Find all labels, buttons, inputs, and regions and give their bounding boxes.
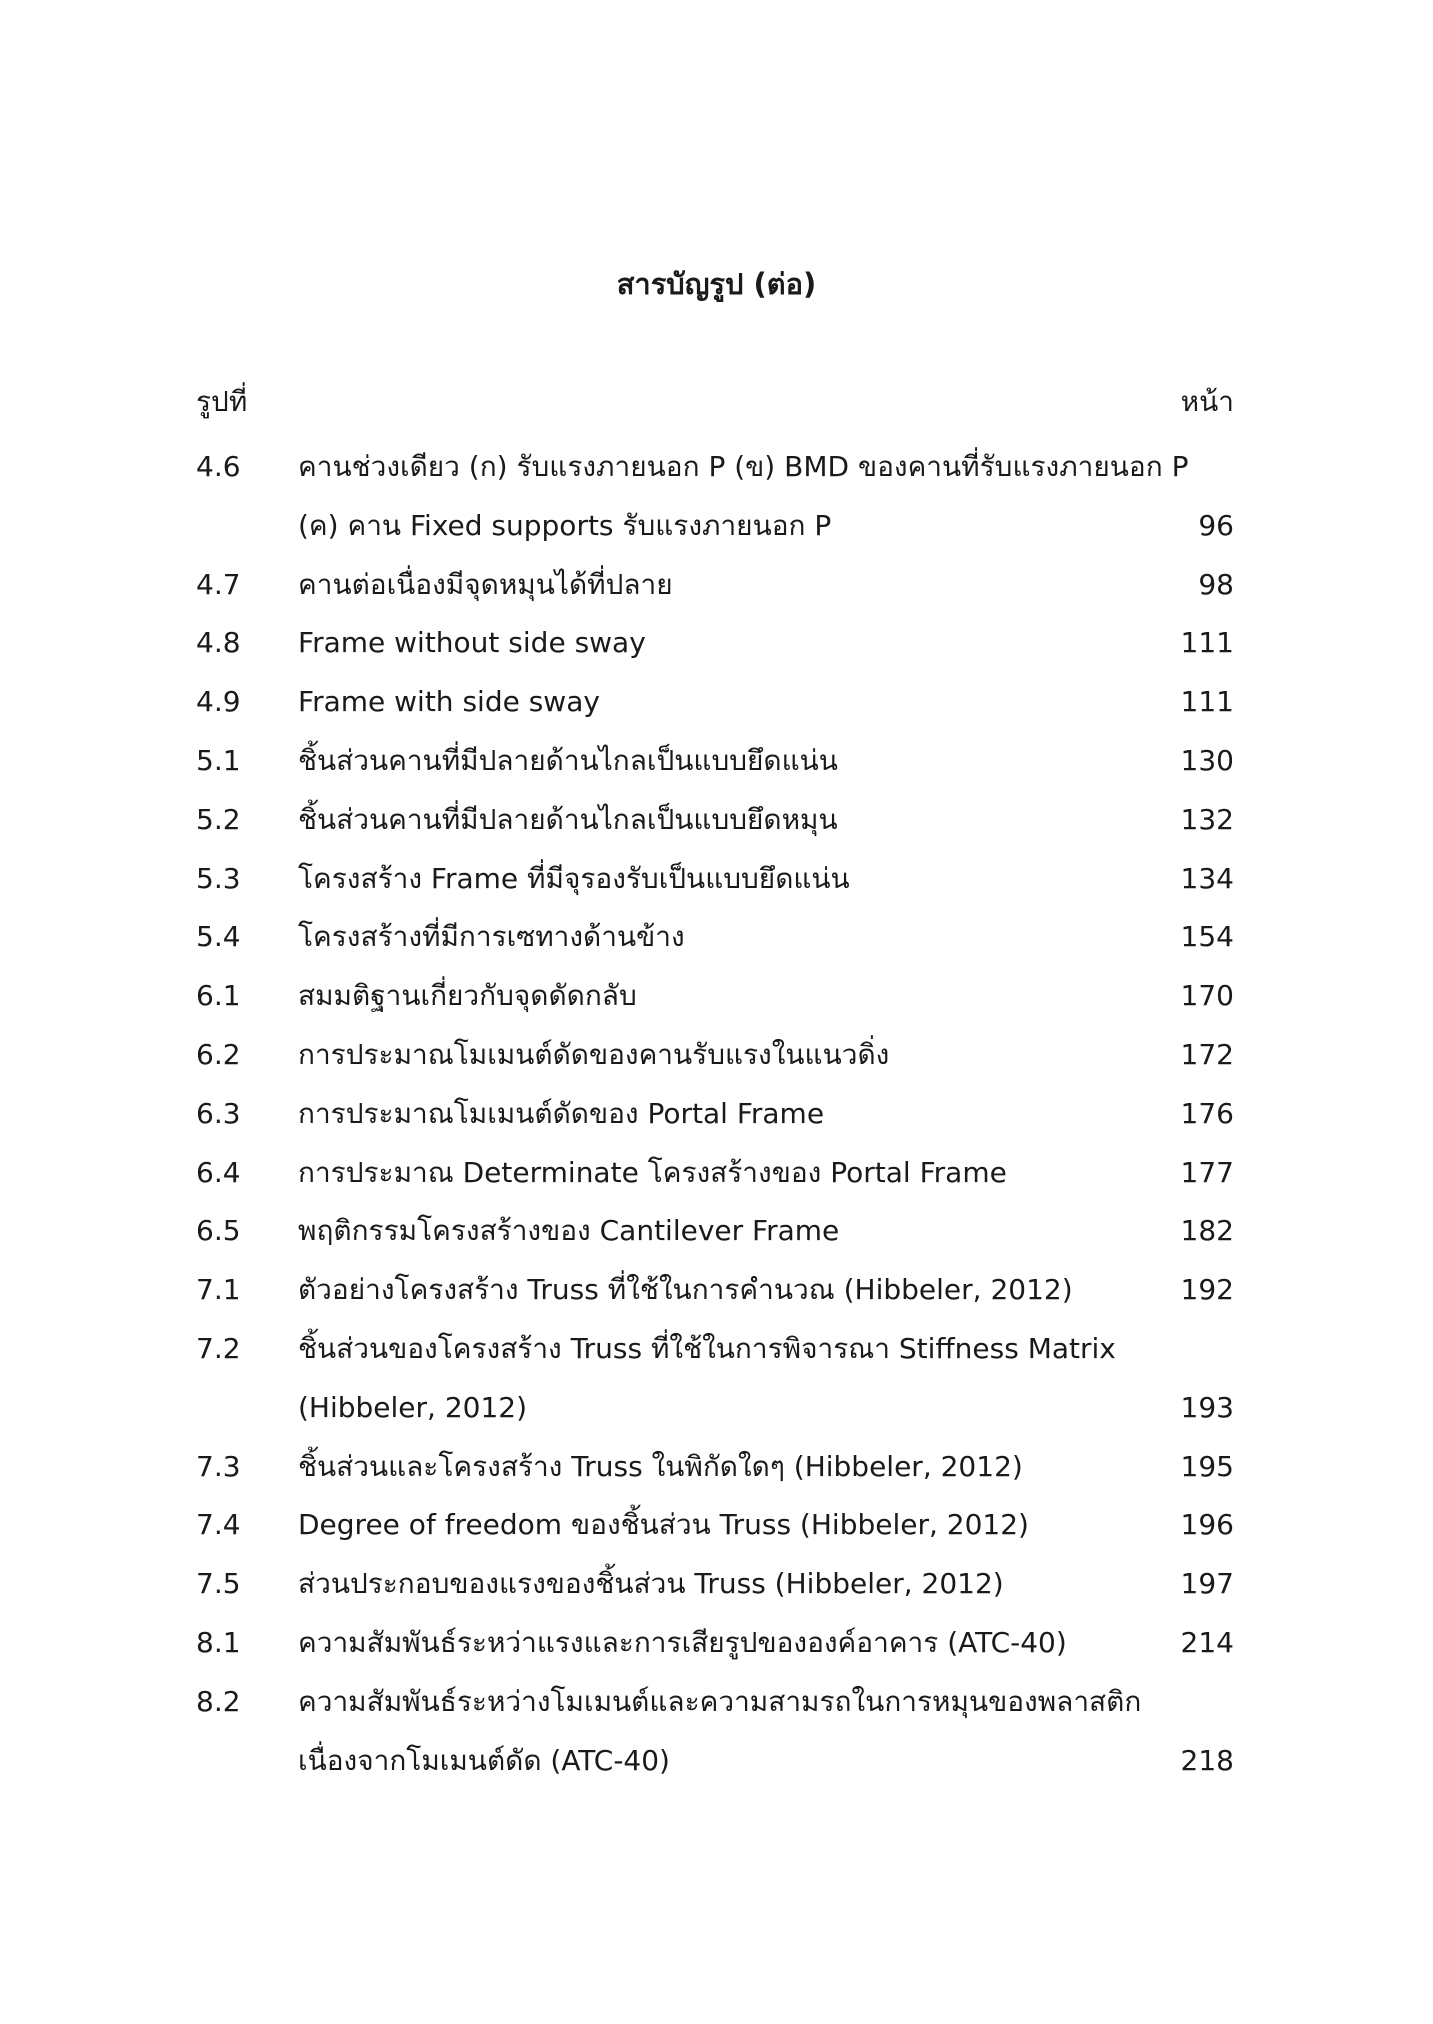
figure-number: 5.4 (196, 920, 241, 954)
page-number: 177 (1180, 1155, 1234, 1189)
figure-caption: โครงสร้างที่มีการเซทางด้านข้าง (298, 920, 685, 954)
list-item-line (196, 1614, 1234, 1673)
figure-caption: (ค) คาน Fixed supports รับแรงภายนอก P (298, 508, 832, 542)
list-item-line (196, 556, 1234, 615)
figure-caption: Frame without side sway (298, 626, 646, 660)
list-item (196, 1085, 1234, 1144)
figure-number: 6.2 (196, 1037, 241, 1071)
list-item (196, 556, 1234, 615)
list-item (196, 1438, 1234, 1497)
list-item (196, 614, 1234, 673)
list-item-line (196, 791, 1234, 850)
figure-caption: ส่วนประกอบของแรงของชิ้นส่วน Truss (Hibbeler, 2012) (298, 1567, 1004, 1601)
list-item-line (196, 908, 1234, 967)
list-item-line (196, 673, 1234, 732)
page-number: 176 (1180, 1096, 1234, 1130)
list-item (196, 1144, 1234, 1203)
list-item-line (196, 1379, 1234, 1438)
page-number: 192 (1180, 1273, 1234, 1307)
figure-number: 8.1 (196, 1625, 241, 1659)
figure-number: 7.2 (196, 1331, 241, 1365)
page-number: 170 (1180, 979, 1234, 1013)
figure-number: 6.3 (196, 1096, 241, 1130)
figure-number: 7.1 (196, 1273, 241, 1307)
list-item-line (196, 497, 1234, 556)
list-item (196, 850, 1234, 909)
figure-number: 8.2 (196, 1684, 241, 1718)
figure-caption: (Hibbeler, 2012) (298, 1390, 528, 1424)
page-number: 218 (1180, 1743, 1234, 1777)
figure-number: 5.3 (196, 861, 241, 895)
page-number: 172 (1180, 1037, 1234, 1071)
figure-number: 7.5 (196, 1567, 241, 1601)
list-item (196, 967, 1234, 1026)
figure-caption: ชิ้นส่วนและโครงสร้าง Truss ในพิกัดใดๆ (Hibbeler, 2012) (298, 1449, 1023, 1483)
figure-caption: เนื่องจากโมเมนต์ดัด (ATC-40) (298, 1743, 670, 1777)
list-item-line (196, 1496, 1234, 1555)
figure-caption: การประมาณโมเมนต์ดัดของ Portal Frame (298, 1096, 825, 1130)
list-item-line (196, 732, 1234, 791)
list-item-line (196, 967, 1234, 1026)
list-item-line (196, 1144, 1234, 1203)
figure-caption: Degree of freedom ของชิ้นส่วน Truss (Hibbeler, 2012) (298, 1508, 1029, 1542)
figure-number: 4.8 (196, 626, 241, 660)
figure-list (196, 438, 1234, 1790)
column-header-page: หน้า (1180, 385, 1234, 418)
figure-caption: พฤติกรรมโครงสร้างของ Cantilever Frame (298, 1214, 840, 1248)
figure-number: 4.7 (196, 567, 241, 601)
figure-number: 6.4 (196, 1155, 241, 1189)
figure-caption: ชิ้นส่วนของโครงสร้าง Truss ที่ใช้ในการพิจารณา Stiffness Matrix (298, 1331, 1116, 1365)
list-item-line (196, 1673, 1234, 1732)
list-item-line (196, 438, 1234, 497)
page-number: 111 (1180, 626, 1234, 660)
list-item (196, 1673, 1234, 1791)
figure-caption: คานช่วงเดียว (ก) รับแรงภายนอก P (ข) BMD ของคานที่รับแรงภายนอก P (298, 450, 1189, 483)
figure-caption: ความสัมพันธ์ระหว่างโมเมนต์และความสามรถในการหมุนของพลาสติก (298, 1684, 1142, 1718)
figure-caption: การประมาณ Determinate โครงสร้างของ Portal Frame (298, 1155, 1007, 1189)
figure-caption: ตัวอย่างโครงสร้าง Truss ที่ใช้ในการคำนวณ (Hibbeler, 2012) (298, 1273, 1073, 1307)
list-item (196, 908, 1234, 967)
list-item (196, 1261, 1234, 1320)
list-item (196, 791, 1234, 850)
page-number: 134 (1180, 861, 1234, 895)
page-number: 193 (1180, 1390, 1234, 1424)
figure-number: 4.6 (196, 450, 241, 483)
list-item-line (196, 1555, 1234, 1614)
list-item-line (196, 614, 1234, 673)
figure-caption: Frame with side sway (298, 685, 600, 719)
figure-caption: ชิ้นส่วนคานที่มีปลายด้านไกลเป็นแบบยึดหมุน (298, 802, 838, 836)
figure-caption: การประมาณโมเมนต์ดัดของคานรับแรงในแนวดิ่ง (298, 1037, 890, 1071)
page-number: 132 (1180, 802, 1234, 836)
figure-caption: โครงสร้าง Frame ที่มีจุรองรับเป็นแบบยึดแน่น (298, 861, 850, 895)
list-item (196, 1614, 1234, 1673)
figure-number: 4.9 (196, 685, 241, 719)
list-item (196, 1202, 1234, 1261)
list-item-line (196, 1261, 1234, 1320)
figure-number: 5.1 (196, 743, 241, 777)
list-item (196, 732, 1234, 791)
list-item-line (196, 1320, 1234, 1379)
list-item (196, 1555, 1234, 1614)
page-title: สารบัญรูป (ต่อ) (616, 267, 817, 301)
list-item (196, 1496, 1234, 1555)
list-item-line (196, 1085, 1234, 1144)
list-item (196, 438, 1234, 556)
figure-caption: ความสัมพันธ์ระหว่าแรงและการเสียรูปขององค์อาคาร (ATC-40) (298, 1625, 1067, 1659)
list-item (196, 1026, 1234, 1085)
page-number: 98 (1198, 567, 1234, 601)
list-item-line (196, 1732, 1234, 1791)
figure-number: 6.5 (196, 1214, 241, 1248)
page-number: 182 (1180, 1214, 1234, 1248)
page-number: 196 (1180, 1508, 1234, 1542)
figure-caption: ชิ้นส่วนคานที่มีปลายด้านไกลเป็นแบบยึดแน่น (298, 743, 838, 777)
figure-number: 7.4 (196, 1508, 241, 1542)
list-item (196, 673, 1234, 732)
figure-number: 6.1 (196, 979, 241, 1013)
column-header-figure: รูปที่ (196, 385, 248, 418)
list-item-line (196, 1438, 1234, 1497)
page-number: 111 (1180, 685, 1234, 719)
figure-number: 5.2 (196, 802, 241, 836)
page-number: 195 (1180, 1449, 1234, 1483)
figure-caption: คานต่อเนื่องมีจุดหมุนได้ที่ปลาย (298, 567, 673, 601)
page-number: 214 (1180, 1625, 1234, 1659)
list-item-line (196, 1202, 1234, 1261)
page-number: 96 (1198, 508, 1234, 542)
list-item-line (196, 850, 1234, 909)
list-item-line (196, 1026, 1234, 1085)
page-number: 154 (1180, 920, 1234, 954)
page-number: 130 (1180, 743, 1234, 777)
page-number: 197 (1180, 1567, 1234, 1601)
list-item (196, 1320, 1234, 1438)
figure-caption: สมมติฐานเกี่ยวกับจุดดัดกลับ (298, 979, 637, 1013)
figure-number: 7.3 (196, 1449, 241, 1483)
